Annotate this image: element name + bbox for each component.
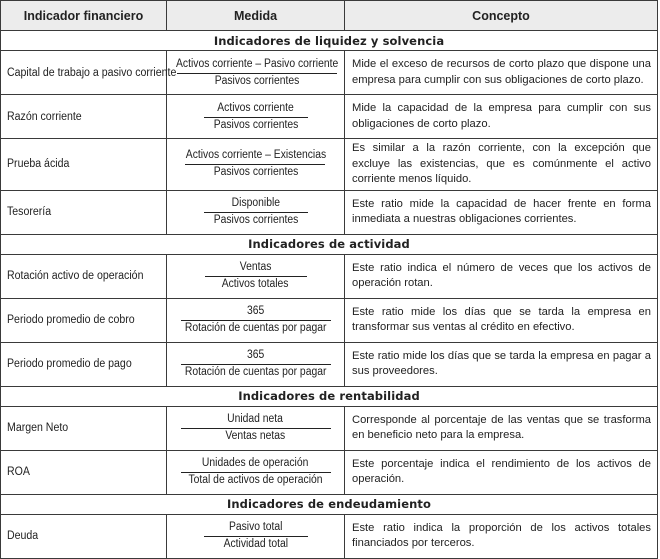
fraction	[178, 148, 334, 180]
measure-formula	[167, 139, 345, 191]
section-row-profitability	[1, 386, 658, 406]
denominator: Pasivos corrientes	[213, 166, 298, 179]
measure-formula	[167, 254, 345, 298]
table-row	[1, 514, 658, 558]
denominator: Rotación de cuentas por pagar	[184, 366, 327, 378]
concept-text: Mide la capacidad de la empresa para cumplir con sus obligaciones de corto plazo.	[345, 95, 658, 139]
numerator: 365	[246, 349, 265, 361]
measure-formula	[167, 342, 345, 386]
indicator-name: Capital de trabajo a pasivo corriente	[1, 51, 167, 95]
fraction	[177, 348, 334, 380]
concept-text: Este ratio indica el número de veces que los activos de operación rotan.	[345, 254, 658, 298]
concept-text: Este ratio indica la proporción de los activos totales financiados por terceros.	[345, 514, 658, 558]
header-measure: Medida	[167, 1, 345, 31]
section-row-liquidity	[1, 31, 658, 51]
section-title: Indicadores de actividad	[1, 234, 658, 254]
fraction	[181, 412, 331, 444]
denominator: Ventas netas	[225, 430, 286, 442]
section-title: Indicadores de liquidez y solvencia	[1, 31, 658, 51]
numerator: 365	[246, 305, 265, 317]
table-row	[1, 51, 658, 95]
indicator-name: Prueba ácida	[1, 139, 167, 191]
denominator: Rotación de cuentas por pagar	[184, 322, 327, 334]
measure-formula	[167, 450, 345, 494]
concept-text: Es similar a la razón corriente, con la excepción que excluye las existencias, que es comúnmente el activo corriente menos líquido.	[345, 139, 658, 191]
concept-text: Este ratio mide los días que se tarda la empresa en pagar a sus proveedores.	[345, 342, 658, 386]
header-indicator: Indicador financiero	[1, 1, 167, 31]
measure-formula	[167, 51, 345, 95]
indicator-name: ROA	[1, 450, 167, 494]
numerator: Unidad neta	[227, 413, 284, 425]
denominator: Activos totales	[222, 278, 289, 290]
indicator-name: Margen Neto	[1, 406, 167, 450]
measure-formula	[167, 298, 345, 342]
numerator: Ventas	[239, 261, 272, 273]
section-row-activity	[1, 234, 658, 254]
numerator: Activos corriente	[217, 101, 294, 114]
indicator-name: Periodo promedio de cobro	[1, 298, 167, 342]
concept-text: Corresponde al porcentaje de las ventas que se trasforma en beneficio neto para la empresa.	[345, 406, 658, 450]
fraction	[181, 456, 331, 488]
concept-text: Mide el exceso de recursos de corto plazo que dispone una empresa para cumplir con sus obligaciones de corto plazo.	[345, 51, 658, 95]
measure-formula	[167, 406, 345, 450]
measure-formula	[167, 95, 345, 139]
numerator: Activos corriente – Pasivo corriente	[176, 57, 339, 70]
table-row	[1, 450, 658, 494]
fraction	[204, 196, 308, 228]
indicator-name: Deuda	[1, 514, 167, 558]
table-row	[1, 95, 658, 139]
indicator-name: Tesorería	[1, 190, 167, 234]
indicator-name: Razón corriente	[1, 95, 167, 139]
fraction	[204, 520, 308, 552]
section-row-debt	[1, 494, 658, 514]
concept-text: Este ratio mide los días que se tarda la empresa en transformar sus ventas al crédito en efectivo.	[345, 298, 658, 342]
table-row	[1, 254, 658, 298]
table-row	[1, 342, 658, 386]
fraction	[204, 101, 308, 133]
indicator-name: Rotación activo de operación	[1, 254, 167, 298]
fraction	[177, 304, 334, 336]
table-row	[1, 298, 658, 342]
concept-text: Este ratio mide la capacidad de hacer frente en forma inmediata a nuestras obligaciones corrientes.	[345, 190, 658, 234]
indicator-name: Periodo promedio de pago	[1, 342, 167, 386]
table-row	[1, 406, 658, 450]
denominator: Actividad total	[223, 538, 288, 550]
section-title: Indicadores de endeudamiento	[1, 494, 658, 514]
table-header-row	[1, 1, 658, 31]
numerator: Disponible	[231, 197, 280, 209]
numerator: Unidades de operación	[202, 457, 309, 469]
section-title: Indicadores de rentabilidad	[1, 386, 658, 406]
denominator: Total de activos de operación	[188, 474, 323, 486]
concept-text: Este porcentaje indica el rendimiento de los activos de operación.	[345, 450, 658, 494]
denominator: Pasivos corrientes	[214, 74, 300, 87]
fraction	[167, 57, 347, 89]
table-row	[1, 190, 658, 234]
measure-formula	[167, 514, 345, 558]
denominator: Pasivos corrientes	[213, 118, 298, 131]
numerator: Activos corriente – Existencias	[185, 149, 326, 162]
header-concept: Concepto	[345, 1, 658, 31]
table-row	[1, 139, 658, 191]
numerator: Pasivo total	[228, 521, 283, 533]
fraction	[205, 260, 307, 292]
measure-formula	[167, 190, 345, 234]
denominator: Pasivos corrientes	[213, 214, 298, 226]
